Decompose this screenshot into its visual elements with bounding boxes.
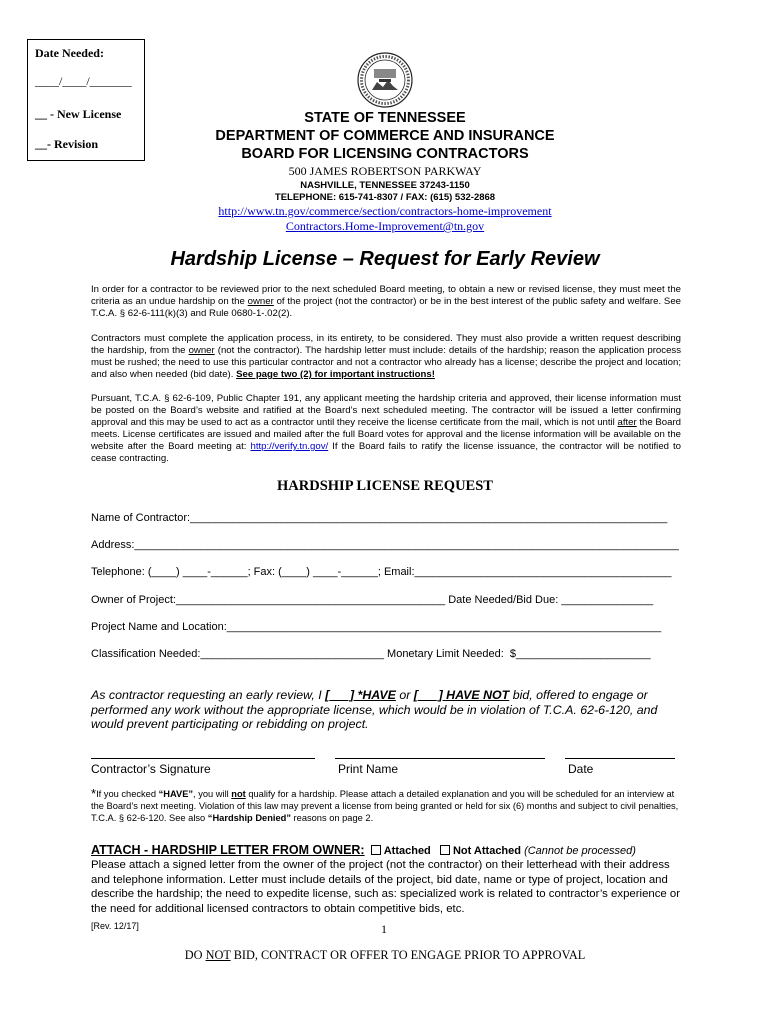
print-name-line[interactable]	[335, 758, 545, 759]
street-address: 500 JAMES ROBERTSON PARKWAY	[288, 164, 482, 178]
new-license-option[interactable]: __ - New License	[35, 107, 122, 121]
print-name-label: Print Name	[338, 762, 399, 776]
email-link[interactable]: Contractors.Home-Improvement@tn.gov	[285, 219, 485, 233]
date-line[interactable]	[565, 758, 675, 759]
department-heading: DEPARTMENT OF COMMERCE AND INSURANCE	[215, 128, 555, 144]
not-attached-checkbox[interactable]	[440, 845, 450, 855]
project-location-field[interactable]: Project Name and Location:_______________________________________________________________________	[91, 621, 662, 633]
attach-instructions: Please attach a signed letter from the owner of the project (not the contractor) on their letterhead with their address and telephone information. Letter must include details of the project, bid date, name or type of project, location and describe the hardship; the need to expedite license, such as: specialized work is related to contractor’s experience or the need for additional licensed contractors to obtain competitive bids, etc.	[91, 859, 681, 915]
intro-paragraph-2: Contractors must complete the application process, in its entirety, to be considered. They must also provide a written request describing the hardship, from the owner (not the contractor). The hardship letter must include: details of the hardship; reason the application process must be rushed; the need to use this particular contractor and not a contractor who already has a license; describe the project and location; and also when needed (bid date). See page two (2) for important instructions!	[91, 333, 681, 380]
contractor-name-field[interactable]: Name of Contractor:______________________________________________________________________________	[91, 512, 668, 524]
telephone-fax-email-field[interactable]: Telephone: (____) ____-______; Fax: (____) ____-______; Email:__________________________________________	[91, 566, 672, 578]
contractor-signature-label: Contractor’s Signature	[91, 762, 211, 776]
phone-fax: TELEPHONE: 615-741-8307 / FAX: (615) 532-2868	[274, 192, 496, 203]
date-needed-label: Date Needed:	[35, 46, 104, 60]
section-heading: HARDSHIP LICENSE REQUEST	[277, 478, 493, 494]
page-title: Hardship License – Request for Early Review	[170, 248, 600, 270]
website-link[interactable]: http://www.tn.gov/commerce/section/contractors-home-improvement	[218, 204, 552, 218]
board-heading: BOARD FOR LICENSING CONTRACTORS	[241, 146, 529, 162]
date-label: Date	[568, 762, 594, 776]
approval-notice: DO NOT BID, CONTRACT OR OFFER TO ENGAGE PRIOR TO APPROVAL	[184, 948, 586, 962]
attached-checkbox[interactable]	[371, 845, 381, 855]
have-not-checkbox[interactable]: [___] HAVE NOT	[413, 688, 510, 702]
revision-option[interactable]: __- Revision	[35, 137, 98, 151]
owner-bid-date-field[interactable]: Owner of Project:____________________________________________ Date Needed/Bid Due: _______________	[91, 594, 654, 606]
bid-statement: As contractor requesting an early review, I [___] *HAVE or [___] HAVE NOT bid, offered to engage or performed any work without the appropriate license, which would be in violation of T.C.A. 62-6-120, and would prevent participating or rebidding on project.	[91, 688, 658, 731]
classification-limit-field[interactable]: Classification Needed:______________________________ Monetary Limit Needed: $______________________	[91, 648, 651, 660]
revision-date: [Rev. 12/17]	[91, 921, 139, 931]
city-address: NASHVILLE, TENNESSEE 37243-1150	[300, 180, 470, 191]
have-footnote: *If you checked “HAVE”, you will not qualify for a hardship. Please attach a detailed explanation and you will be scheduled for an interview at the Board’s next meeting. Violation of this law may prevent a license from being granted or held for six (6) months and subject to civil penalties, T.C.A. § 62-6-120. See also “Hardship Denied” reasons on page 2.	[91, 786, 679, 823]
intro-paragraph-1: In order for a contractor to be reviewed prior to the next scheduled Board meeting, to obtain a new or revised license, they must meet the criteria as an undue hardship on the owner of the project (not the contractor) or be in the best interest of the public safety and welfare. See T.C.A. § 62-6-111(k)(3) and Rule 0680-1-.02(2).	[91, 284, 681, 319]
have-checkbox[interactable]: [___] *HAVE	[325, 688, 396, 702]
verify-link[interactable]: http://verify.tn.gov/	[250, 441, 329, 452]
state-heading: STATE OF TENNESSEE	[304, 110, 466, 126]
attach-heading: ATTACH - HARDSHIP LETTER FROM OWNER:	[91, 843, 365, 857]
address-field[interactable]: Address:_________________________________________________________________________________________	[91, 539, 679, 551]
contractor-signature-line[interactable]	[91, 758, 315, 759]
attach-row: ATTACH - HARDSHIP LETTER FROM OWNER: Attached Not Attached (Cannot be processed)	[91, 843, 636, 857]
page-number: 1	[381, 922, 387, 936]
intro-paragraph-3: Pursuant, T.C.A. § 62-6-109, Public Chapter 191, any applicant meeting the hardship criteria and approved, their license information must be posted on the Board’s website and ratified at the Board’s next scheduled meeting. The contractor will be issued a letter confirming approval and this may be used to act as a contractor until they receive the license certificate from the mail, which is not until after the Board meets. License certificates are issued and mailed after the full Board votes for approval and the license information will be available on the website after the Board meeting at: http://verify.tn.gov/ If the Board fails to ratify the license issuance, the contractor will be notified to cease contracting.	[91, 393, 681, 464]
date-needed-field[interactable]: ____/____/_______	[35, 74, 132, 88]
tennessee-seal-icon	[357, 52, 413, 108]
